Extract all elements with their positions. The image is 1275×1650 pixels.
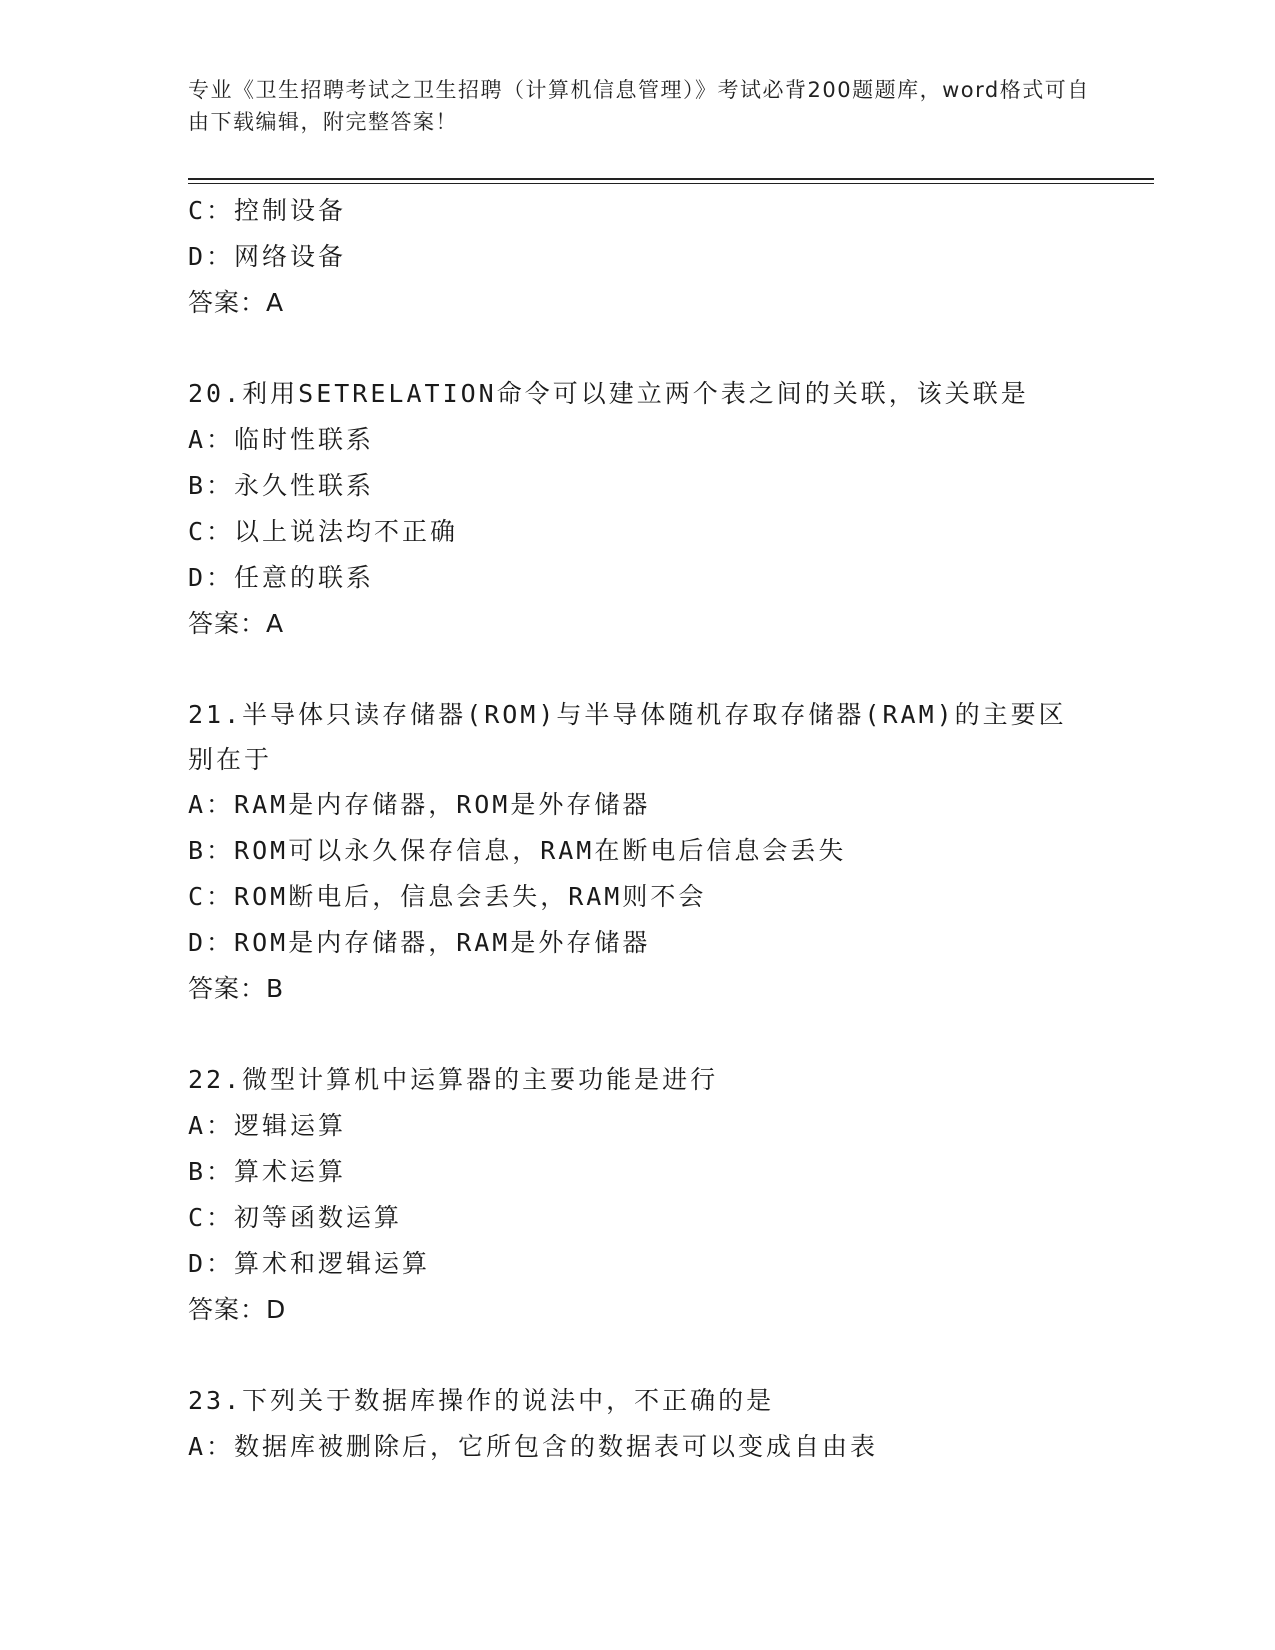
option-b: B：ROM可以永久保存信息，RAM在断电后信息会丢失 xyxy=(188,836,847,865)
question-text: 23.下列关于数据库操作的说法中，不正确的是 xyxy=(188,1386,775,1415)
option-c: C：控制设备 xyxy=(188,196,347,225)
option-b: B：算术运算 xyxy=(188,1157,347,1186)
question-text: 22.微型计算机中运算器的主要功能是进行 xyxy=(188,1065,719,1094)
header-divider-thick xyxy=(188,178,1154,180)
question-text: 21.半导体只读存储器(ROM)与半导体随机存取存储器(RAM)的主要区别在于 xyxy=(188,700,1067,774)
question-20 xyxy=(188,371,1148,647)
answer-line: 答案：B xyxy=(188,974,285,1003)
answer-line: 答案：A xyxy=(188,609,285,638)
answer-line: 答案：D xyxy=(188,1295,287,1324)
option-c: C：以上说法均不正确 xyxy=(188,517,459,546)
document-header: 专业《卫生招聘考试之卫生招聘（计算机信息管理）》考试必背200题题库，word格式可自由下载编辑，附完整答案！ xyxy=(188,78,1090,134)
option-d: D：ROM是内存储器，RAM是外存储器 xyxy=(188,928,651,957)
option-b: B：永久性联系 xyxy=(188,471,375,500)
option-a: A：临时性联系 xyxy=(188,425,375,454)
question-text: 20.利用SETRELATION命令可以建立两个表之间的关联，该关联是 xyxy=(188,379,1029,408)
option-a: A：RAM是内存储器，ROM是外存储器 xyxy=(188,790,651,819)
question-23 xyxy=(188,1378,1148,1470)
question-list xyxy=(188,188,1148,1470)
option-a: A：逻辑运算 xyxy=(188,1111,347,1140)
option-a: A：数据库被删除后，它所包含的数据表可以变成自由表 xyxy=(188,1432,879,1461)
option-d: D：网络设备 xyxy=(188,242,347,271)
option-d: D：任意的联系 xyxy=(188,563,375,592)
question-21 xyxy=(188,692,1148,1012)
answer-line: 答案：A xyxy=(188,288,285,317)
question-22 xyxy=(188,1057,1148,1333)
option-c: C：ROM断电后，信息会丢失，RAM则不会 xyxy=(188,882,707,911)
option-d: D：算术和逻辑运算 xyxy=(188,1249,431,1278)
option-c: C：初等函数运算 xyxy=(188,1203,403,1232)
question-continuation xyxy=(188,188,1148,326)
header-divider-thin xyxy=(188,183,1154,184)
